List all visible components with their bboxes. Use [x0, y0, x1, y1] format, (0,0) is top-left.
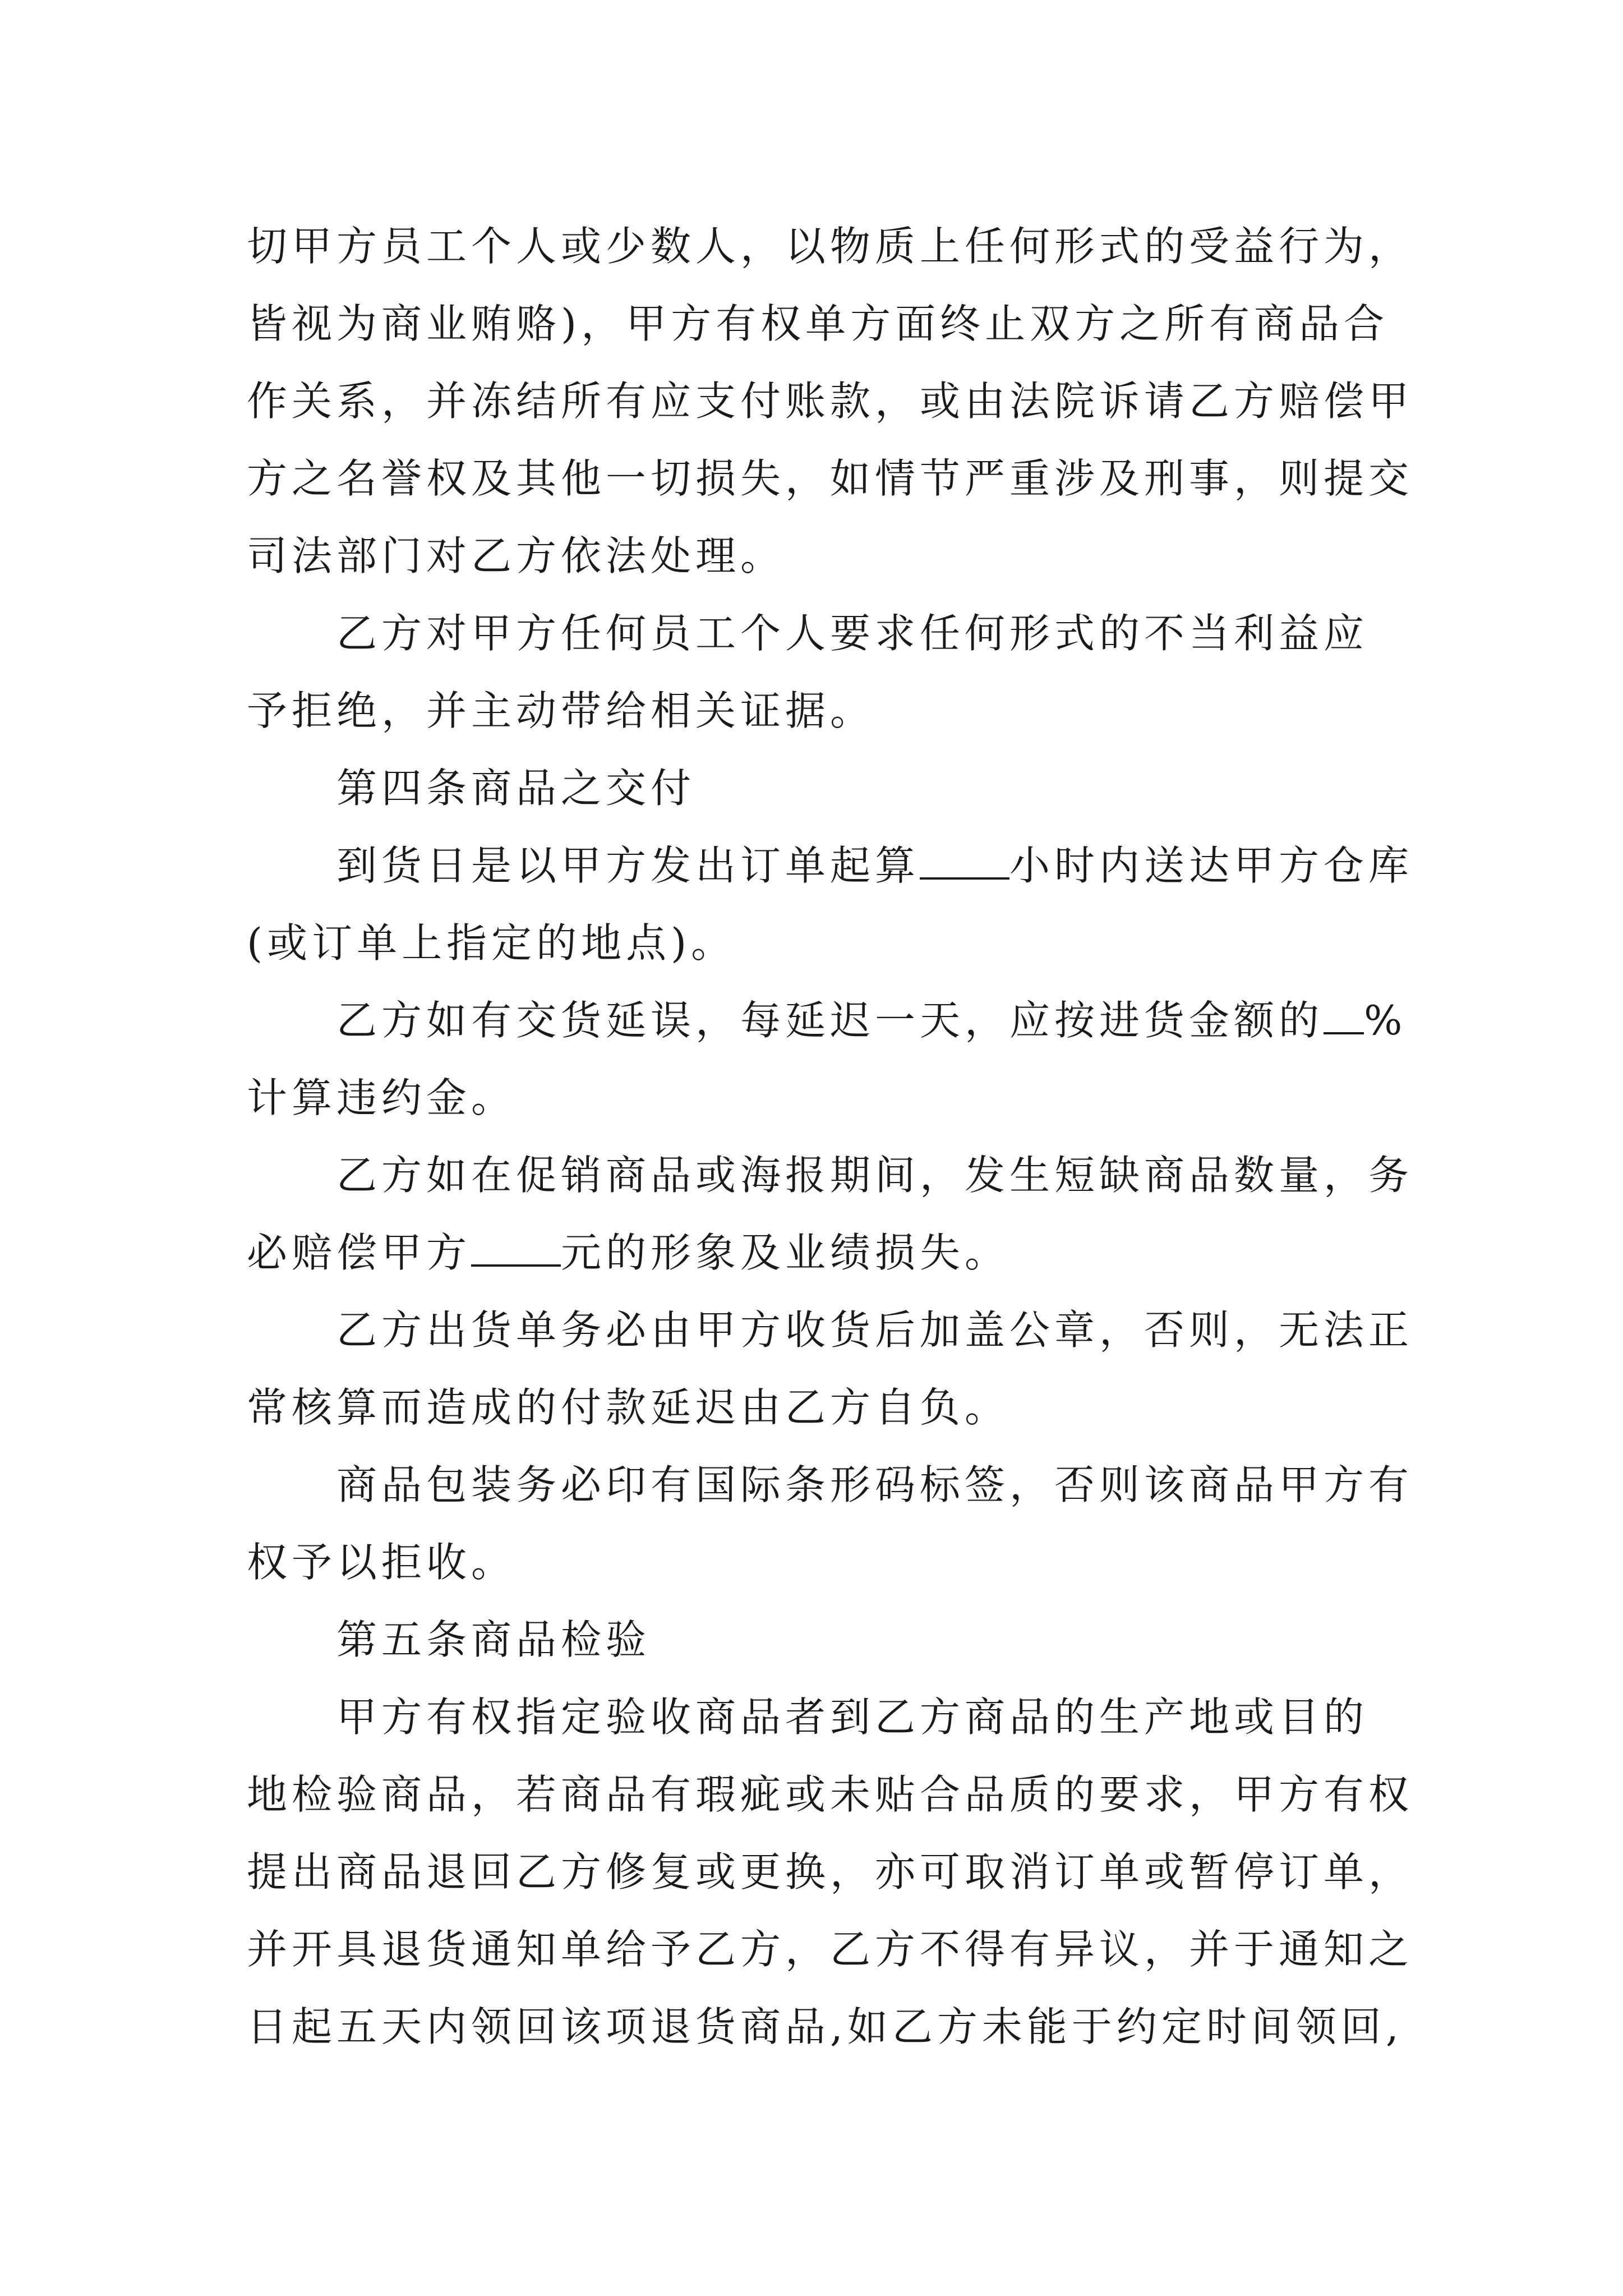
- text-line: 常核算而造成的付款延迟由乙方自负。: [247, 1384, 1010, 1431]
- text-line: (或订单上指定的地点)。: [247, 919, 736, 967]
- text-line: 皆视为商业贿赂)，甲方有权单方面终止双方之所有商品合: [247, 300, 1389, 347]
- text-line: [247, 1214, 1391, 1291]
- text-line: 提出商品退回乙方修复或更换，亦可取消订单或暂停订单，: [247, 1848, 1414, 1895]
- shortage-text-start: 必赔偿甲方: [247, 1229, 472, 1276]
- text-line: 商品包装务必印有国际条形码标签，否则该商品甲方有: [336, 1461, 1414, 1508]
- text-line: 权予以拒收。: [247, 1539, 517, 1586]
- paragraph-inspection: [247, 1678, 1414, 2065]
- text-line: 日起五天内领回该项退货商品,如乙方未能于约定时间领回,: [247, 2003, 1403, 2050]
- text-line: 并开具退货通知单给予乙方，乙方不得有异议，并于通知之: [247, 1926, 1414, 1973]
- paragraph-refuse-improper-benefit: [247, 595, 1391, 749]
- paragraph-delivery-date: [247, 827, 1414, 982]
- shortage-text-end: 元的形象及业绩损失。: [561, 1229, 1010, 1276]
- text-line: 方之名誉权及其他一切损失，如情节严重涉及刑事，则提交: [247, 455, 1414, 502]
- text-line: 作关系，并冻结所有应支付账款，或由法院诉请乙方赔偿甲: [247, 378, 1414, 425]
- percent-blank: [1324, 987, 1364, 1034]
- percent-sign: %: [1364, 997, 1407, 1044]
- paragraph-shortage-compensation: [247, 1137, 1414, 1291]
- text-line: 司法部门对乙方依法处理。: [247, 532, 786, 579]
- hours-blank: [920, 832, 1009, 880]
- text-line: [247, 982, 1407, 1059]
- text-line: 地检验商品，若商品有瑕疵或未贴合品质的要求，甲方有权: [247, 1771, 1414, 1818]
- amount-blank: [471, 1220, 561, 1267]
- document-page: [247, 208, 1414, 2065]
- text-line: 乙方出货单务必由甲方收货后加盖公章，否则，无法正: [336, 1306, 1414, 1354]
- paragraph-barcode-requirement: [247, 1446, 1414, 1601]
- delivery-text-start: 到货日是以甲方发出订单起算: [336, 842, 920, 889]
- text-line: 甲方有权指定验收商品者到乙方商品的生产地或目的: [336, 1694, 1369, 1741]
- delay-text-start: 乙方如有交货延误，每延迟一天，应按进货金额的: [336, 997, 1324, 1044]
- text-line: 予拒绝，并主动带给相关证据。: [247, 687, 875, 734]
- section-heading-article-4: [247, 749, 1391, 827]
- paragraph-shipping-seal: [247, 1291, 1414, 1446]
- text-line: [247, 827, 1414, 904]
- paragraph-delay-penalty: [247, 982, 1407, 1137]
- text-line: 乙方如在促销商品或海报期间，发生短缺商品数量，务: [336, 1152, 1414, 1199]
- text-line: 乙方对甲方任何员工个人要求任何形式的不当利益应: [336, 610, 1369, 657]
- paragraph-bribery-consequences: [247, 208, 1414, 595]
- section-heading-article-5: [247, 1601, 1391, 1678]
- article-4-title: 第四条商品之交付: [336, 765, 696, 812]
- text-line: 计算违约金。: [247, 1074, 517, 1121]
- delivery-text-end: 小时内送达甲方仓库: [1009, 842, 1414, 889]
- text-line: 切甲方员工个人或少数人，以物质上任何形式的受益行为，: [247, 223, 1414, 270]
- article-5-title: 第五条商品检验: [336, 1616, 651, 1663]
